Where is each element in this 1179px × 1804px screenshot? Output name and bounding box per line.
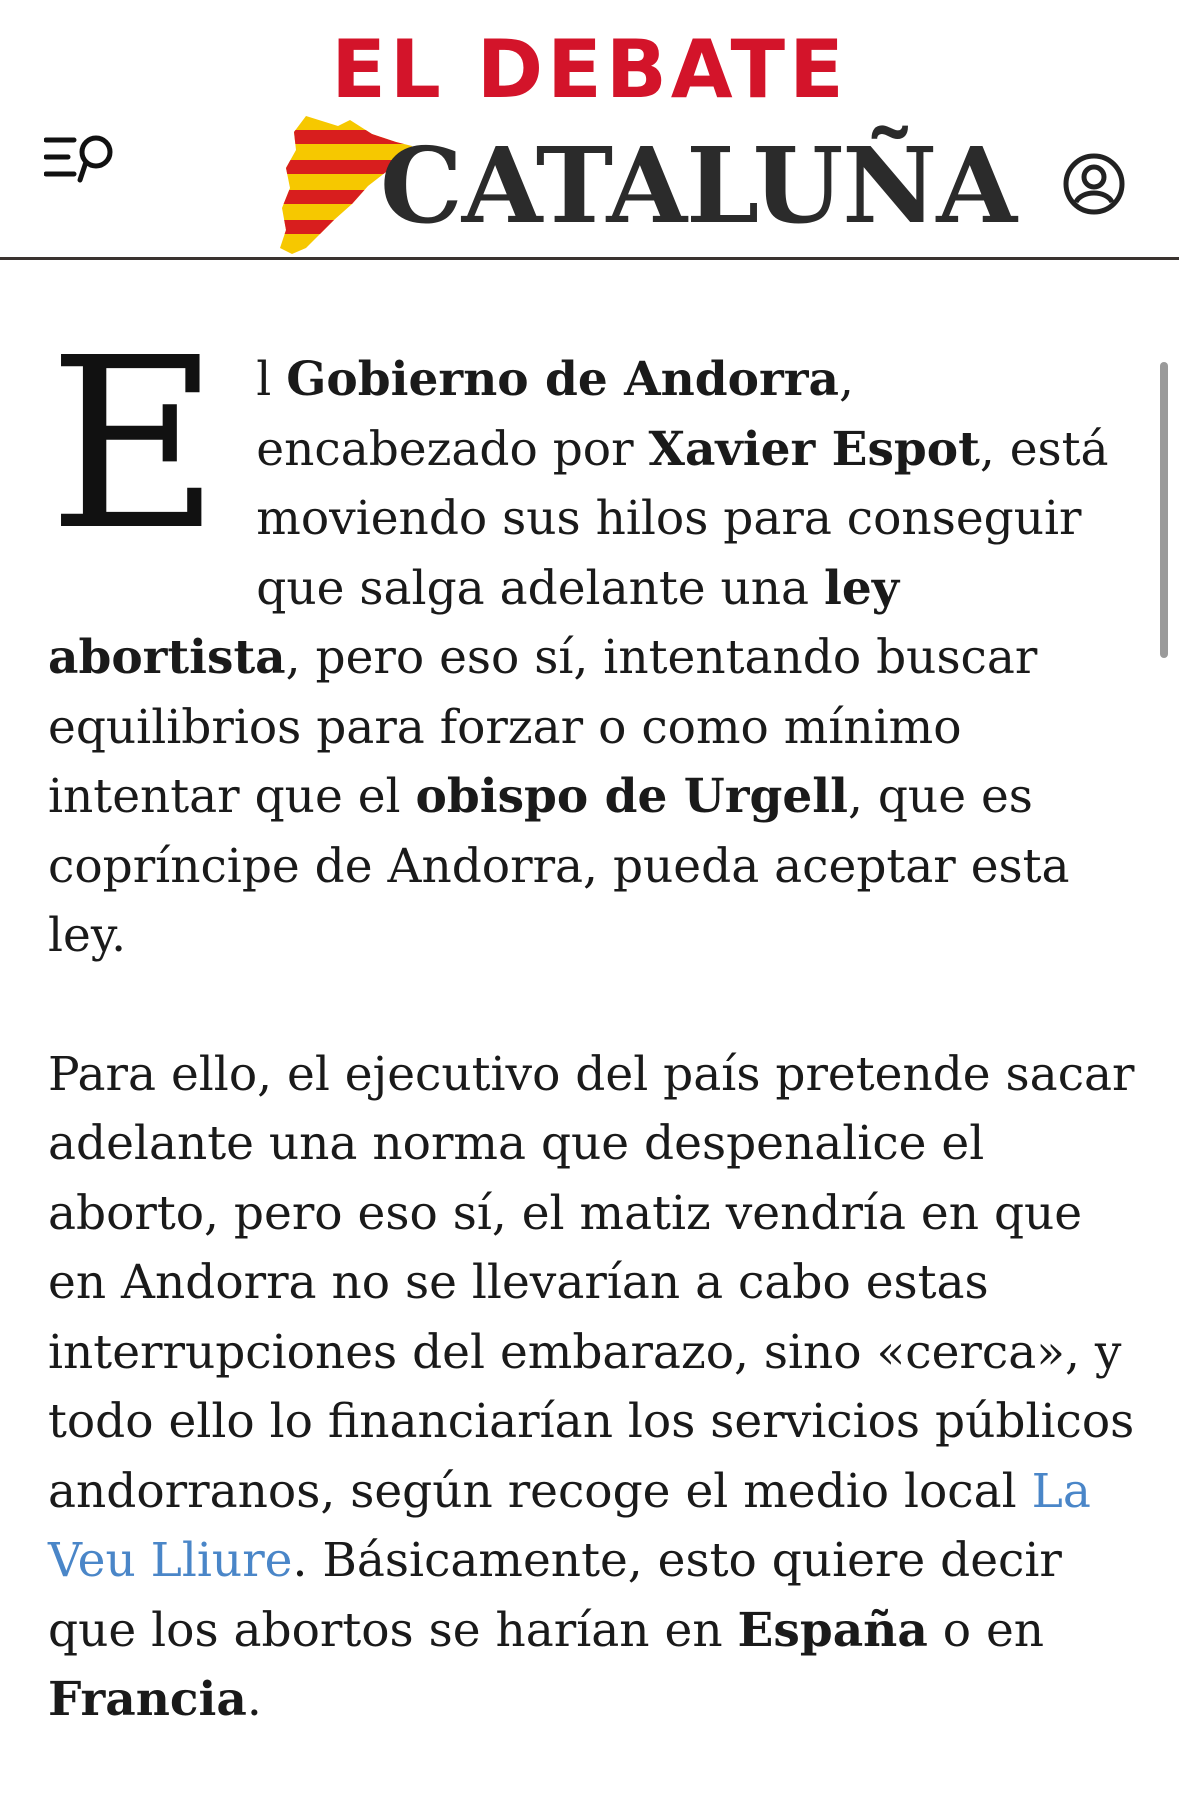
paragraph-text: Para ello, el ejecutivo del país pretende sacar adelante una norma que despenalice el aborto, pero eso sí, el matiz vendría en que en Andorra no se llevarían a cabo estas interrupciones del embarazo, sino «cerca», y todo ello lo financiarían los servicios públicos andorranos, según recoge el medio local bbox=[48, 1046, 1135, 1519]
article-paragraph-1 bbox=[48, 307, 1138, 971]
paragraph-text: o en bbox=[927, 1602, 1045, 1658]
article-paragraph-2 bbox=[48, 1040, 1138, 1735]
paragraph-text: , pero eso sí, intentando buscar equilibrios para forzar o como mínimo intentar que el bbox=[48, 630, 1038, 824]
bold-text: Francia bbox=[48, 1672, 247, 1727]
paragraph-text: , está moviendo sus hilos para conseguir que salga adelante una bbox=[256, 421, 1109, 616]
section-logo[interactable] bbox=[270, 110, 1017, 260]
bold-text: Xavier Espot bbox=[648, 421, 980, 477]
scrollbar[interactable] bbox=[1160, 362, 1168, 658]
drop-cap: E bbox=[48, 307, 221, 582]
menu-search-icon[interactable] bbox=[44, 132, 124, 188]
user-account-icon[interactable] bbox=[1062, 152, 1126, 216]
section-title: CATALUÑA bbox=[380, 124, 1017, 247]
bold-text: Gobierno de Andorra bbox=[286, 352, 839, 407]
source-link[interactable]: La Veu Lliure bbox=[48, 1463, 1091, 1588]
paragraph-text: . bbox=[246, 1672, 262, 1727]
article-body bbox=[48, 307, 1138, 1804]
paragraph-text: , encabezado por bbox=[256, 352, 854, 477]
site-header bbox=[0, 0, 1179, 260]
paragraph-text: . Básicamente, esto quiere decir que los abortos se harían en bbox=[48, 1533, 1062, 1658]
bold-text: obispo de Urgell bbox=[415, 769, 848, 824]
paragraph-text: l bbox=[256, 352, 287, 407]
bold-text: ley abortista bbox=[48, 560, 900, 685]
bold-text: España bbox=[737, 1602, 928, 1658]
paragraph-text: , que es copríncipe de Andorra, pueda aceptar esta ley. bbox=[48, 769, 1070, 963]
brand-logo[interactable]: EL DEBATE bbox=[331, 23, 848, 116]
